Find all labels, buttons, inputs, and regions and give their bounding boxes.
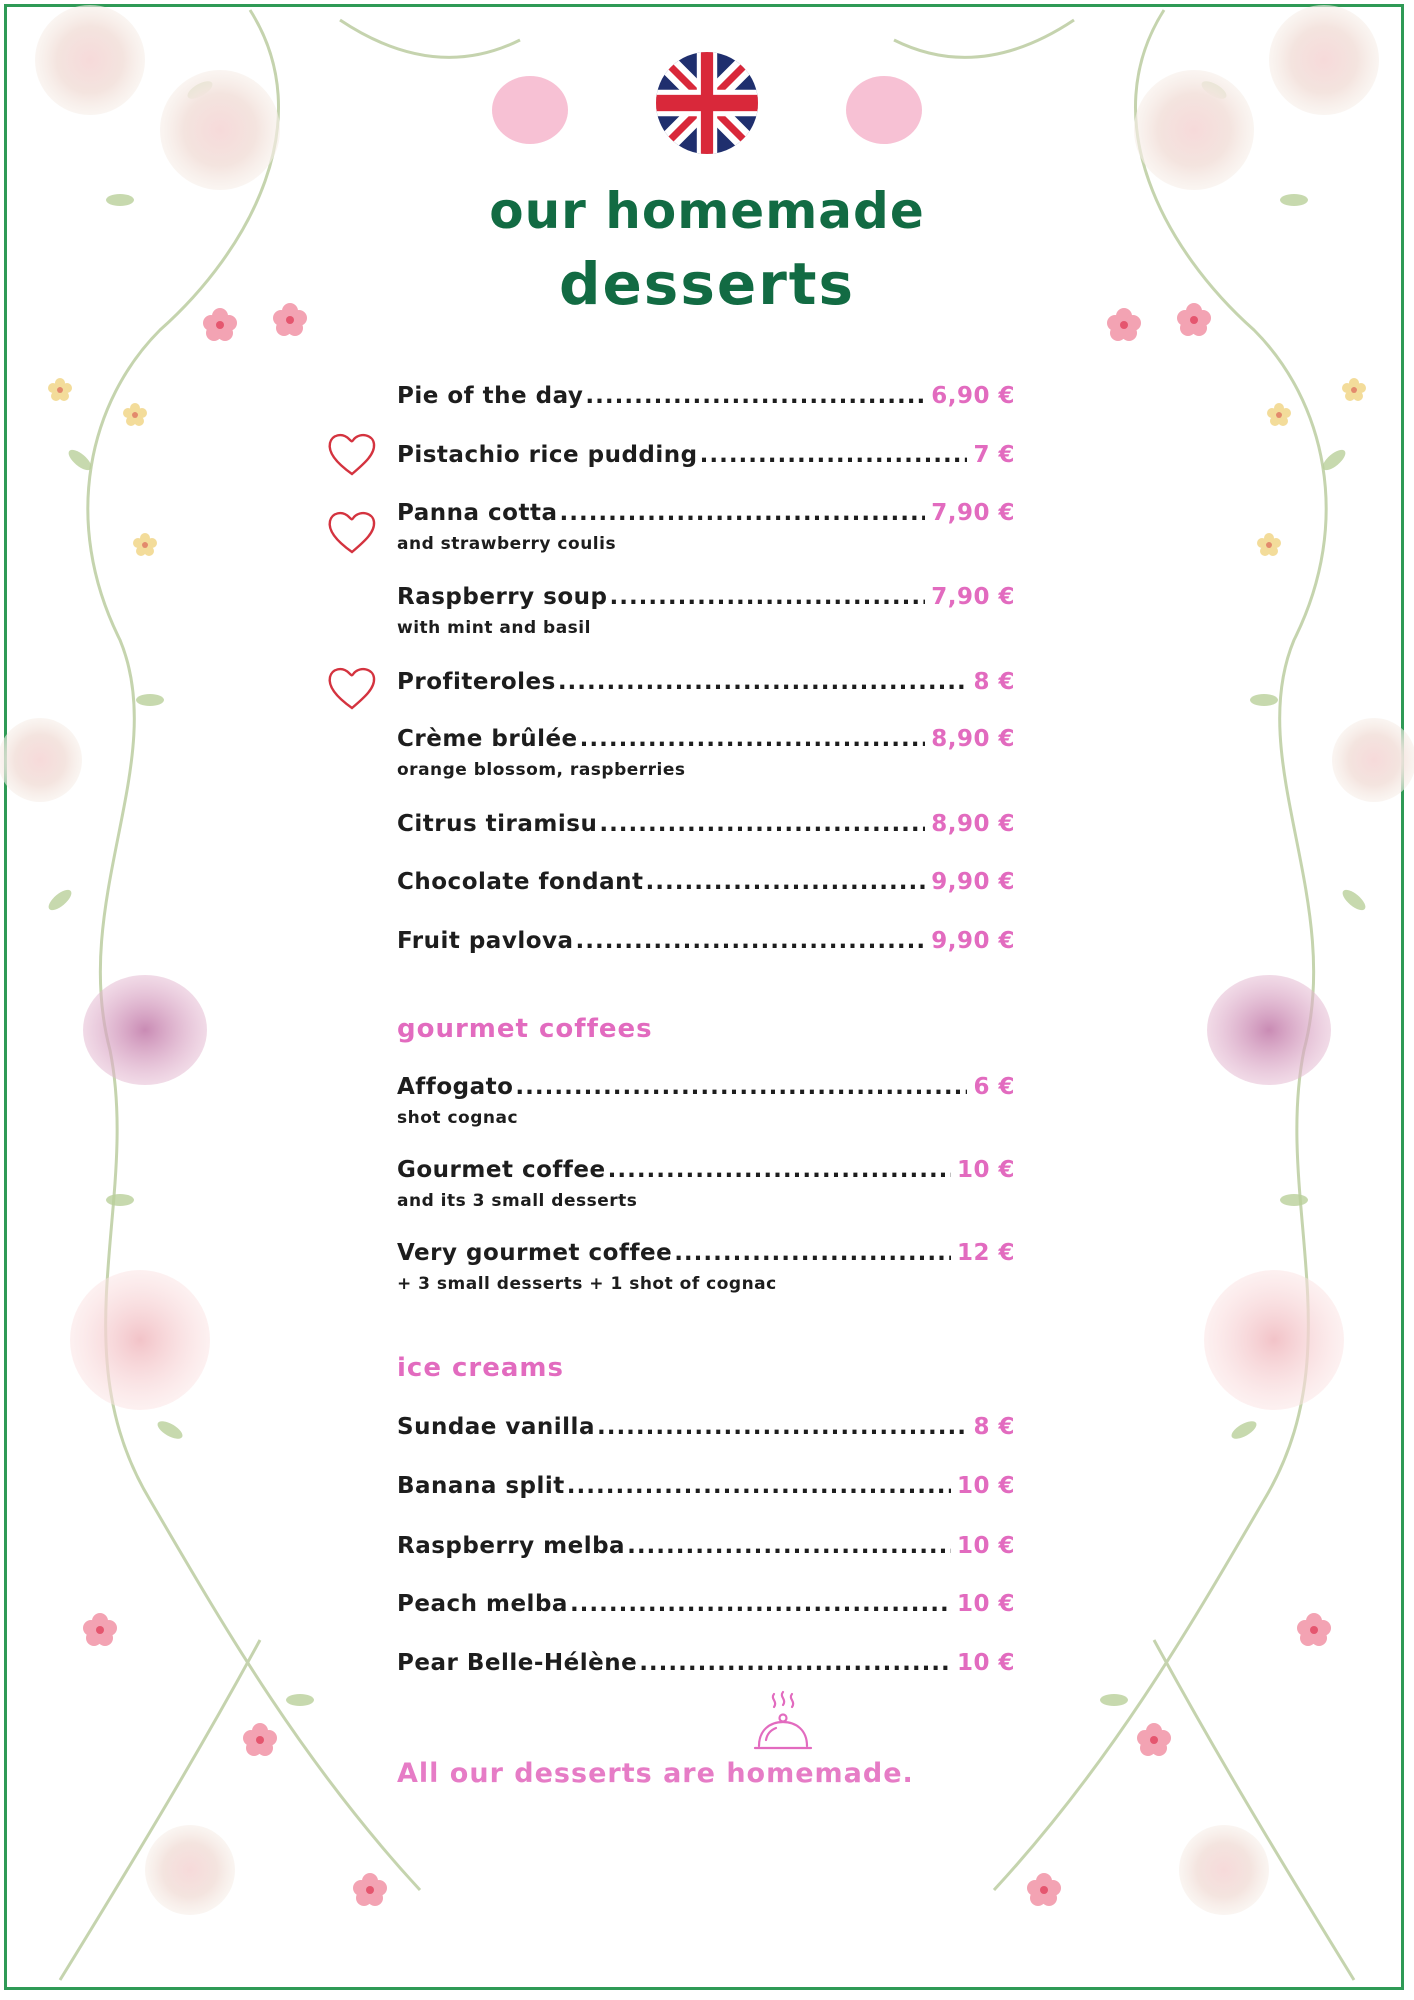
- title-line-2: desserts: [558, 250, 856, 318]
- leader-dots: [515, 1074, 967, 1100]
- item-price: 7,90 €: [931, 584, 1015, 610]
- menu-item: [397, 1591, 1015, 1625]
- menu-item: [397, 1650, 1015, 1684]
- leader-dots: [599, 811, 925, 837]
- menu-item: [397, 869, 1015, 903]
- cloche-icon: [752, 1690, 814, 1762]
- item-price: 10 €: [956, 1650, 1015, 1676]
- menu-item: [397, 442, 1015, 476]
- item-price: 10 €: [956, 1533, 1015, 1559]
- menu-item: [397, 383, 1015, 417]
- leader-dots: [567, 1473, 951, 1499]
- leader-dots: [558, 669, 968, 695]
- item-price: 9,90 €: [931, 869, 1015, 895]
- item-name: Pear Belle-Hélène: [397, 1650, 638, 1676]
- item-description: and strawberry coulis: [397, 534, 617, 554]
- item-price: 8,90 €: [931, 726, 1015, 752]
- heart-icon: [325, 664, 379, 712]
- uk-flag-icon: [656, 52, 758, 154]
- leader-dots: [597, 1414, 968, 1440]
- section-heading-ice-creams: ice creams: [397, 1353, 564, 1383]
- item-description: with mint and basil: [397, 618, 591, 638]
- menu-item: [397, 500, 1015, 554]
- leader-dots: [585, 383, 925, 409]
- heart-icon: [325, 508, 379, 556]
- item-price: 8 €: [973, 669, 1015, 695]
- leader-dots: [609, 584, 925, 610]
- leader-dots: [627, 1533, 951, 1559]
- item-name: Gourmet coffee: [397, 1157, 606, 1183]
- item-description: orange blossom, raspberries: [397, 760, 686, 780]
- item-name: Fruit pavlova: [397, 928, 574, 954]
- menu-item: [397, 928, 1015, 962]
- item-description: shot cognac: [397, 1108, 519, 1128]
- item-name: Pistachio rice pudding: [397, 442, 698, 468]
- item-price: 9,90 €: [931, 928, 1015, 954]
- item-price: 6 €: [973, 1074, 1015, 1100]
- item-name: Pie of the day: [397, 383, 584, 409]
- item-name: Panna cotta: [397, 500, 558, 526]
- footer-note: All our desserts are homemade.: [397, 1758, 914, 1789]
- item-name: Affogato: [397, 1074, 514, 1100]
- menu-item: [397, 584, 1015, 638]
- leader-dots: [700, 442, 968, 468]
- item-price: 10 €: [956, 1473, 1015, 1499]
- leader-dots: [639, 1650, 951, 1676]
- item-name: Chocolate fondant: [397, 869, 644, 895]
- menu-item: [397, 726, 1015, 780]
- menu-item: [397, 1473, 1015, 1507]
- title-line-1: our homemade: [489, 182, 925, 240]
- leader-dots: [559, 500, 925, 526]
- menu-item: [397, 669, 1015, 703]
- item-name: Raspberry melba: [397, 1533, 626, 1559]
- item-price: 6,90 €: [931, 383, 1015, 409]
- item-price: 10 €: [956, 1157, 1015, 1183]
- item-name: Citrus tiramisu: [397, 811, 598, 837]
- menu-item: [397, 1074, 1015, 1128]
- leader-dots: [674, 1240, 951, 1266]
- item-description: and its 3 small desserts: [397, 1191, 638, 1211]
- item-price: 7 €: [973, 442, 1015, 468]
- item-price: 8,90 €: [931, 811, 1015, 837]
- leader-dots: [570, 1591, 951, 1617]
- item-description: + 3 small desserts + 1 shot of cognac: [397, 1274, 777, 1294]
- heart-icon: [325, 430, 379, 478]
- item-name: Profiteroles: [397, 669, 556, 695]
- menu-item: [397, 1157, 1015, 1211]
- item-price: 7,90 €: [931, 500, 1015, 526]
- leader-dots: [608, 1157, 951, 1183]
- item-name: Peach melba: [397, 1591, 568, 1617]
- menu-item: [397, 1533, 1015, 1567]
- leader-dots: [646, 869, 926, 895]
- item-name: Raspberry soup: [397, 584, 608, 610]
- item-name: Very gourmet coffee: [397, 1240, 673, 1266]
- leader-dots: [580, 726, 926, 752]
- menu-item: [397, 811, 1015, 845]
- menu-item: [397, 1414, 1015, 1448]
- item-name: Banana split: [397, 1473, 565, 1499]
- item-price: 10 €: [956, 1591, 1015, 1617]
- item-price: 8 €: [973, 1414, 1015, 1440]
- leader-dots: [576, 928, 926, 954]
- item-price: 12 €: [956, 1240, 1015, 1266]
- item-name: Crème brûlée: [397, 726, 578, 752]
- item-name: Sundae vanilla: [397, 1414, 595, 1440]
- section-heading-coffees: gourmet coffees: [397, 1014, 653, 1044]
- menu-item: [397, 1240, 1015, 1294]
